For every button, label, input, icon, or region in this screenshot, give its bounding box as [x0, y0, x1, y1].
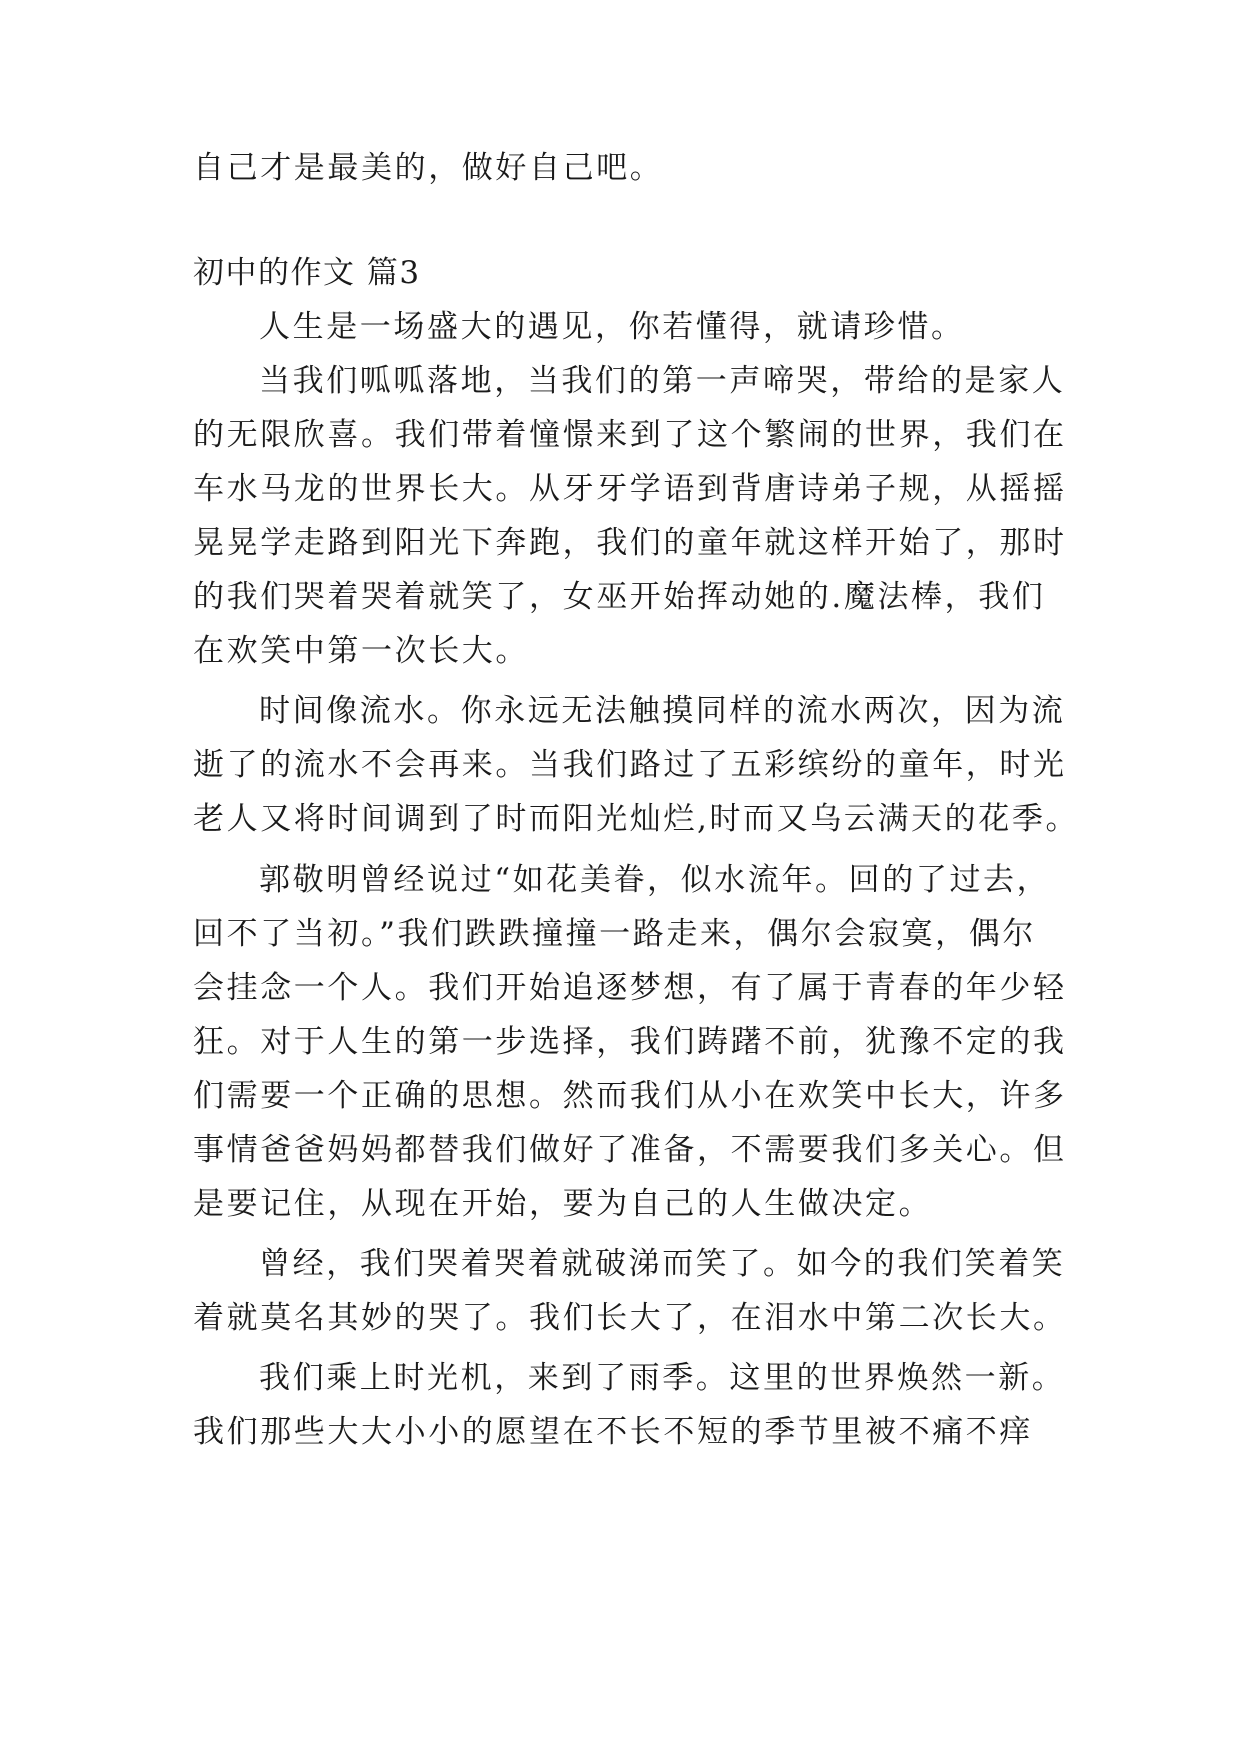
- text-line: 老人又将时间调到了时而阳光灿烂,时而又乌云满天的花季。: [193, 801, 1080, 837]
- text-line: 我们乘上时光机，来到了雨季。这里的世界焕然一新。: [259, 1360, 1066, 1396]
- text-line: 是要记住，从现在开始，要为自己的人生做决定。: [193, 1186, 933, 1222]
- text-line: 曾经，我们哭着哭着就破涕而笑了。如今的我们笑着笑: [259, 1246, 1066, 1282]
- text-line: 我们那些大大小小的愿望在不长不短的季节里被不痛不痒: [193, 1414, 1033, 1450]
- text-line: 的无限欣喜。我们带着憧憬来到了这个繁闹的世界，我们在: [193, 417, 1067, 453]
- text-line: 在欢笑中第一次长大。: [193, 633, 529, 669]
- text-line: 车水马龙的世界长大。从牙牙学语到背唐诗弟子规，从摇摇: [193, 471, 1067, 507]
- text-line: 郭敬明曾经说过“如花美眷，似水流年。回的了过去，: [259, 862, 1051, 898]
- text-line: 着就莫名其妙的哭了。我们长大了，在泪水中第二次长大。: [193, 1300, 1067, 1336]
- text-line: 人生是一场盛大的遇见，你若懂得，就请珍惜。: [259, 309, 965, 345]
- text-line: 回不了当初。”我们跌跌撞撞一路走来，偶尔会寂寞，偶尔: [193, 916, 1036, 952]
- text-line: 逝了的流水不会再来。当我们路过了五彩缤纷的童年，时光: [193, 747, 1067, 783]
- text-line: 事情爸爸妈妈都替我们做好了准备，不需要我们多关心。但: [193, 1132, 1067, 1168]
- text-line: 时间像流水。你永远无法触摸同样的流水两次，因为流: [259, 693, 1066, 729]
- text-line: 会挂念一个人。我们开始追逐梦想，有了属于青春的年少轻: [193, 970, 1067, 1006]
- text-line: 们需要一个正确的思想。然而我们从小在欢笑中长大，许多: [193, 1078, 1067, 1114]
- text-line: 自己才是最美的，做好自己吧。: [193, 150, 664, 186]
- text-line: 狂。对于人生的第一步选择，我们踌躇不前，犹豫不定的我: [193, 1024, 1067, 1060]
- text-line: 晃晃学走路到阳光下奔跑，我们的童年就这样开始了，那时: [193, 525, 1067, 561]
- text-line: 的我们哭着哭着就笑了，女巫开始挥动她的.魔法棒，我们: [193, 579, 1046, 615]
- text-line: 当我们呱呱落地，当我们的第一声啼哭，带给的是家人: [259, 363, 1066, 399]
- section-heading: 初中的作文 篇3: [193, 255, 421, 291]
